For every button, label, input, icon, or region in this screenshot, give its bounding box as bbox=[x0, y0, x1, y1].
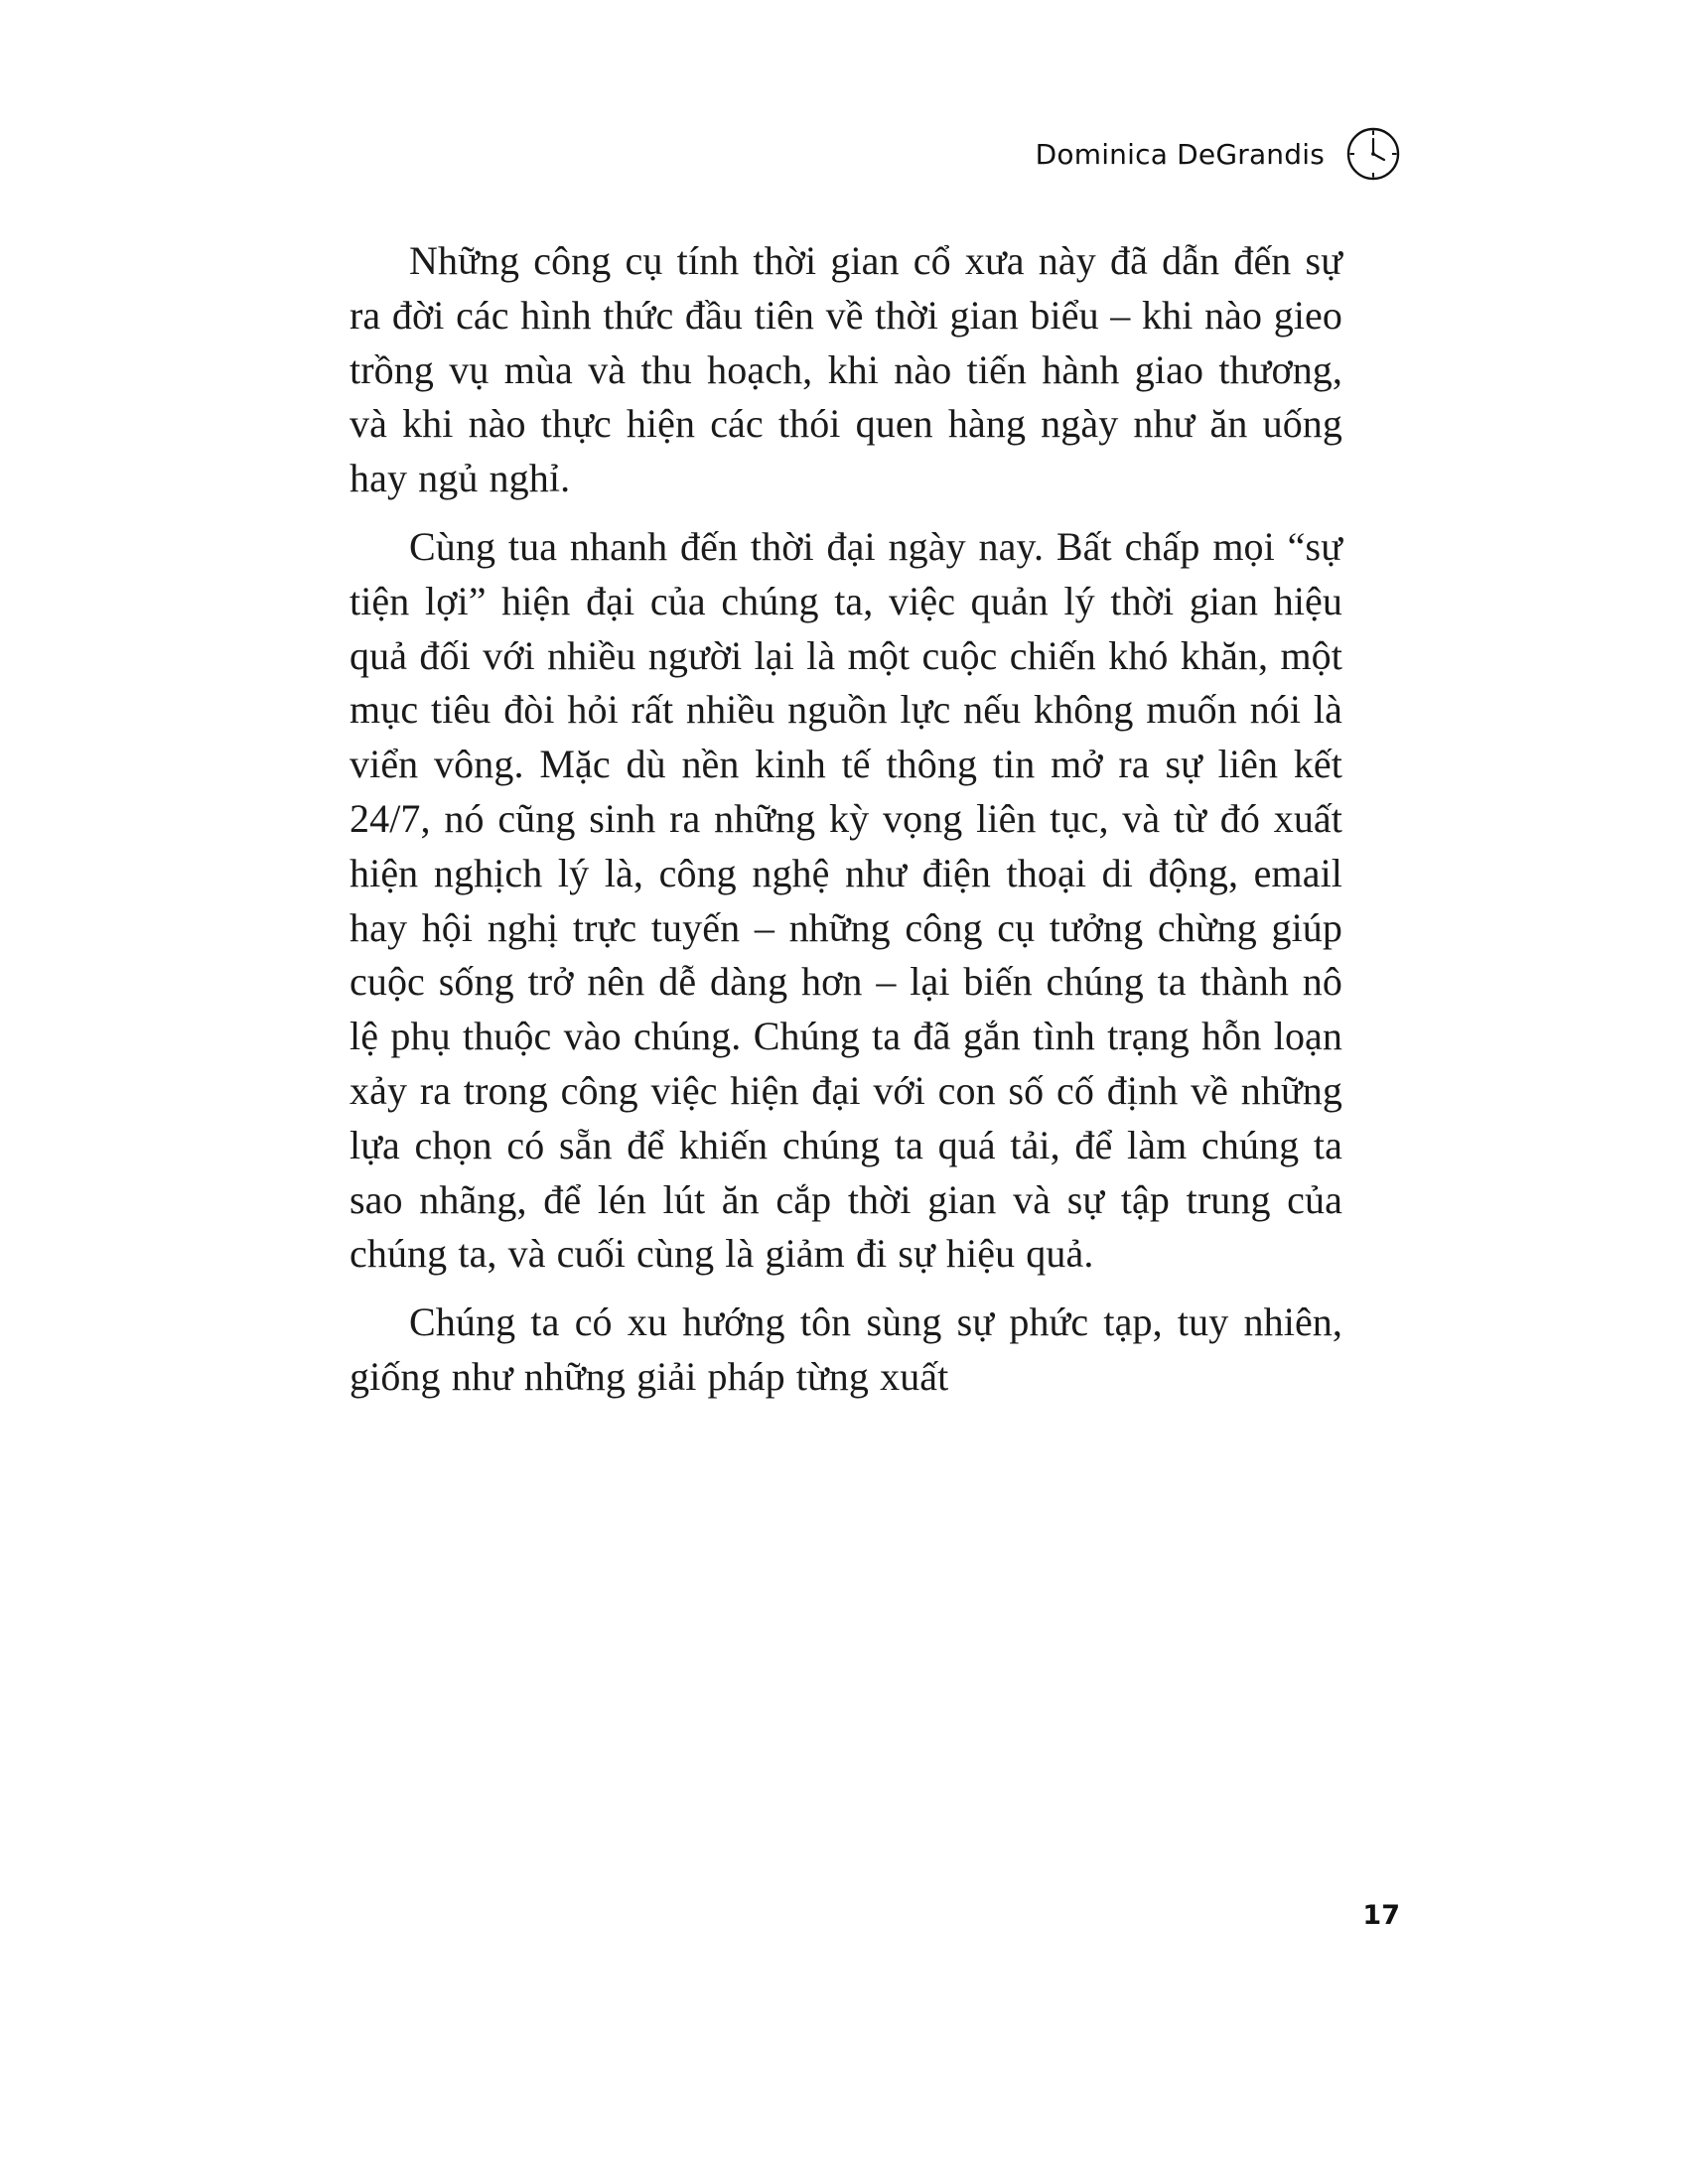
paragraph: Những công cụ tính thời gian cổ xưa này đã dẫn đến sự ra đời các hình thức đầu tiên về thời gian biểu – khi nào gieo trồng vụ mùa và thu hoạch, khi nào tiến hành giao thương, và khi nào thực hiện các thói quen hàng ngày như ăn uống hay ngủ nghỉ. bbox=[350, 238, 1342, 501]
paragraph: Chúng ta có xu hướng tôn sùng sự phức tạp, tuy nhiên, giống như những giải pháp từng xuất bbox=[350, 1299, 1342, 1399]
paragraph: Cùng tua nhanh đến thời đại ngày nay. Bất chấp mọi “sự tiện lợi” hiện đại của chúng ta, việc quản lý thời gian hiệu quả đối với nhiều người lại là một cuộc chiến khó khăn, một mục tiêu đòi hỏi rất nhiều nguồn lực nếu không muốn nói là viển vông. Mặc dù nền kinh tế thông tin mở ra sự liên kết 24/7, nó cũng sinh ra những kỳ vọng liên tục, và từ đó xuất hiện nghịch lý là, công nghệ như điện thoại di động, email hay hội nghị trực tuyến – những công cụ tưởng chừng giúp cuộc sống trở nên dễ dàng hơn – lại biến chúng ta thành nô lệ phụ thuộc vào chúng. Chúng ta đã gắn tình trạng hỗn loạn xảy ra trong công việc hiện đại với con số cố định về những lựa chọn có sẵn để khiến chúng ta quá tải, để làm chúng ta sao nhãng, để lén lút ăn cắp thời gian và sự tập trung của chúng ta, và cuối cùng là giảm đi sự hiệu quả. bbox=[350, 523, 1342, 1277]
page-number: 17 bbox=[1362, 1900, 1400, 1931]
clock-icon bbox=[1346, 127, 1400, 181]
running-head bbox=[1036, 127, 1400, 181]
body-text bbox=[350, 234, 1342, 1405]
running-head-author: Dominica DeGrandis bbox=[1035, 137, 1325, 171]
